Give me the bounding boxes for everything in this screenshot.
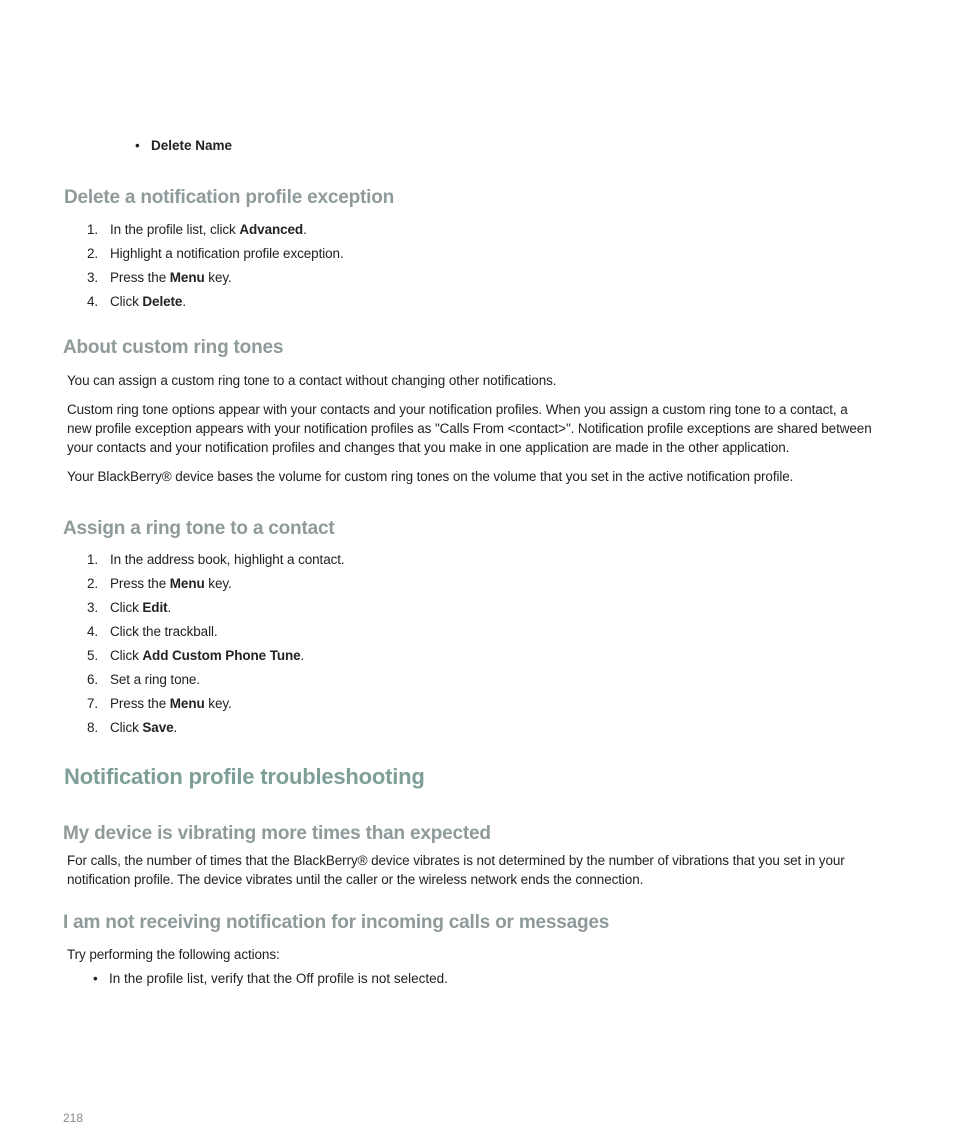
step-text: Click: [110, 648, 143, 663]
step-bold: Delete: [142, 294, 183, 309]
step-bold: Advanced: [239, 222, 304, 237]
paragraph-line: For calls, the number of times that the BlackBerry® device vibrates is not determined by the number of vibrations that you set in your: [67, 853, 845, 868]
chapter-title-troubleshooting: Notification profile troubleshooting: [64, 764, 425, 789]
step-bold: Menu: [169, 270, 205, 285]
step-text: In the address book, highlight a contact.: [110, 552, 345, 567]
bullet-text: Delete Name: [151, 138, 233, 153]
step-text: Set a ring tone.: [110, 672, 200, 687]
step-item: [64, 716, 345, 740]
step-number: 4.: [86, 624, 98, 639]
step-item: [64, 266, 344, 290]
step-text: Click: [110, 720, 143, 735]
step-item: [64, 668, 345, 692]
delete-exception-steps: [64, 218, 344, 314]
step-item: [64, 644, 345, 668]
step-item: [64, 572, 345, 596]
about-ringtones-paragraph-2: [67, 400, 927, 457]
step-suffix: key.: [204, 696, 232, 711]
step-bold: Menu: [169, 696, 205, 711]
step-number: 7.: [86, 696, 98, 711]
step-text: Press the: [110, 576, 170, 591]
step-number: 3.: [86, 270, 98, 285]
bullet-marker: •: [93, 971, 98, 986]
section-heading-about-ringtones: About custom ring tones: [63, 337, 284, 358]
about-ringtones-paragraph-3: Your BlackBerry® device bases the volume for custom ring tones on the volume that you set in the active notification profile.: [67, 469, 794, 484]
bullet-text: In the profile list, verify that the Off profile is not selected.: [109, 971, 448, 986]
step-text: Click: [110, 294, 143, 309]
step-suffix: .: [173, 720, 178, 735]
section-heading-delete-exception: Delete a notification profile exception: [64, 187, 395, 208]
step-item: [64, 692, 345, 716]
step-number: 6.: [86, 672, 98, 687]
step-number: 2.: [86, 576, 98, 591]
step-text: Press the: [110, 270, 170, 285]
bullet-marker: •: [135, 138, 140, 153]
section-heading-not-receiving: I am not receiving notification for incoming calls or messages: [63, 912, 610, 933]
paragraph-line: notification profile. The device vibrates until the caller or the wireless network ends the connection.: [67, 872, 644, 887]
step-number: 1.: [86, 552, 98, 567]
step-suffix: .: [300, 648, 305, 663]
step-bold: Menu: [169, 576, 205, 591]
section-heading-assign-ringtone: Assign a ring tone to a contact: [63, 518, 335, 539]
step-bold: Edit: [142, 600, 168, 615]
step-suffix: key.: [204, 270, 232, 285]
not-receiving-bullet-list: [93, 967, 448, 991]
step-number: 3.: [86, 600, 98, 615]
step-number: 8.: [86, 720, 98, 735]
step-number: 2.: [86, 246, 98, 261]
step-text: Highlight a notification profile exception.: [110, 246, 344, 261]
step-item: [64, 242, 344, 266]
step-number: 5.: [86, 648, 98, 663]
vibrating-paragraph: [67, 851, 927, 889]
step-item: [64, 548, 345, 572]
step-number: 4.: [86, 294, 98, 309]
assign-ringtone-steps: [64, 548, 345, 740]
section-heading-vibrating: My device is vibrating more times than expected: [63, 823, 491, 844]
step-text: Press the: [110, 696, 170, 711]
paragraph-line: new profile exception appears with your notification profiles as "Calls From <contact>". Notification profile exceptions are shared between: [67, 421, 872, 436]
about-ringtones-paragraph-1: You can assign a custom ring tone to a contact without changing other notifications.: [67, 373, 557, 388]
list-item: [93, 967, 448, 991]
step-number: 1.: [86, 222, 98, 237]
step-item: [64, 620, 345, 644]
step-text: Click the trackball.: [110, 624, 218, 639]
list-item: [135, 134, 232, 158]
step-text: Click: [110, 600, 143, 615]
step-item: [64, 290, 344, 314]
page-number: 218: [63, 1111, 84, 1125]
paragraph-line: your contacts and your notification profiles and changes that you make in one application are made in the other application.: [67, 440, 790, 455]
step-item: [64, 596, 345, 620]
step-text: In the profile list, click: [110, 222, 240, 237]
step-suffix: .: [303, 222, 307, 237]
top-bullet-list: [135, 134, 232, 158]
step-bold: Save: [142, 720, 174, 735]
step-suffix: key.: [204, 576, 232, 591]
paragraph-line: Custom ring tone options appear with your contacts and your notification profiles. When you assign a custom ring tone to a contact, a: [67, 402, 848, 417]
step-item: [64, 218, 344, 242]
step-suffix: .: [182, 294, 186, 309]
step-suffix: .: [167, 600, 172, 615]
not-receiving-intro: Try performing the following actions:: [67, 947, 280, 962]
step-bold: Add Custom Phone Tune: [142, 648, 301, 663]
